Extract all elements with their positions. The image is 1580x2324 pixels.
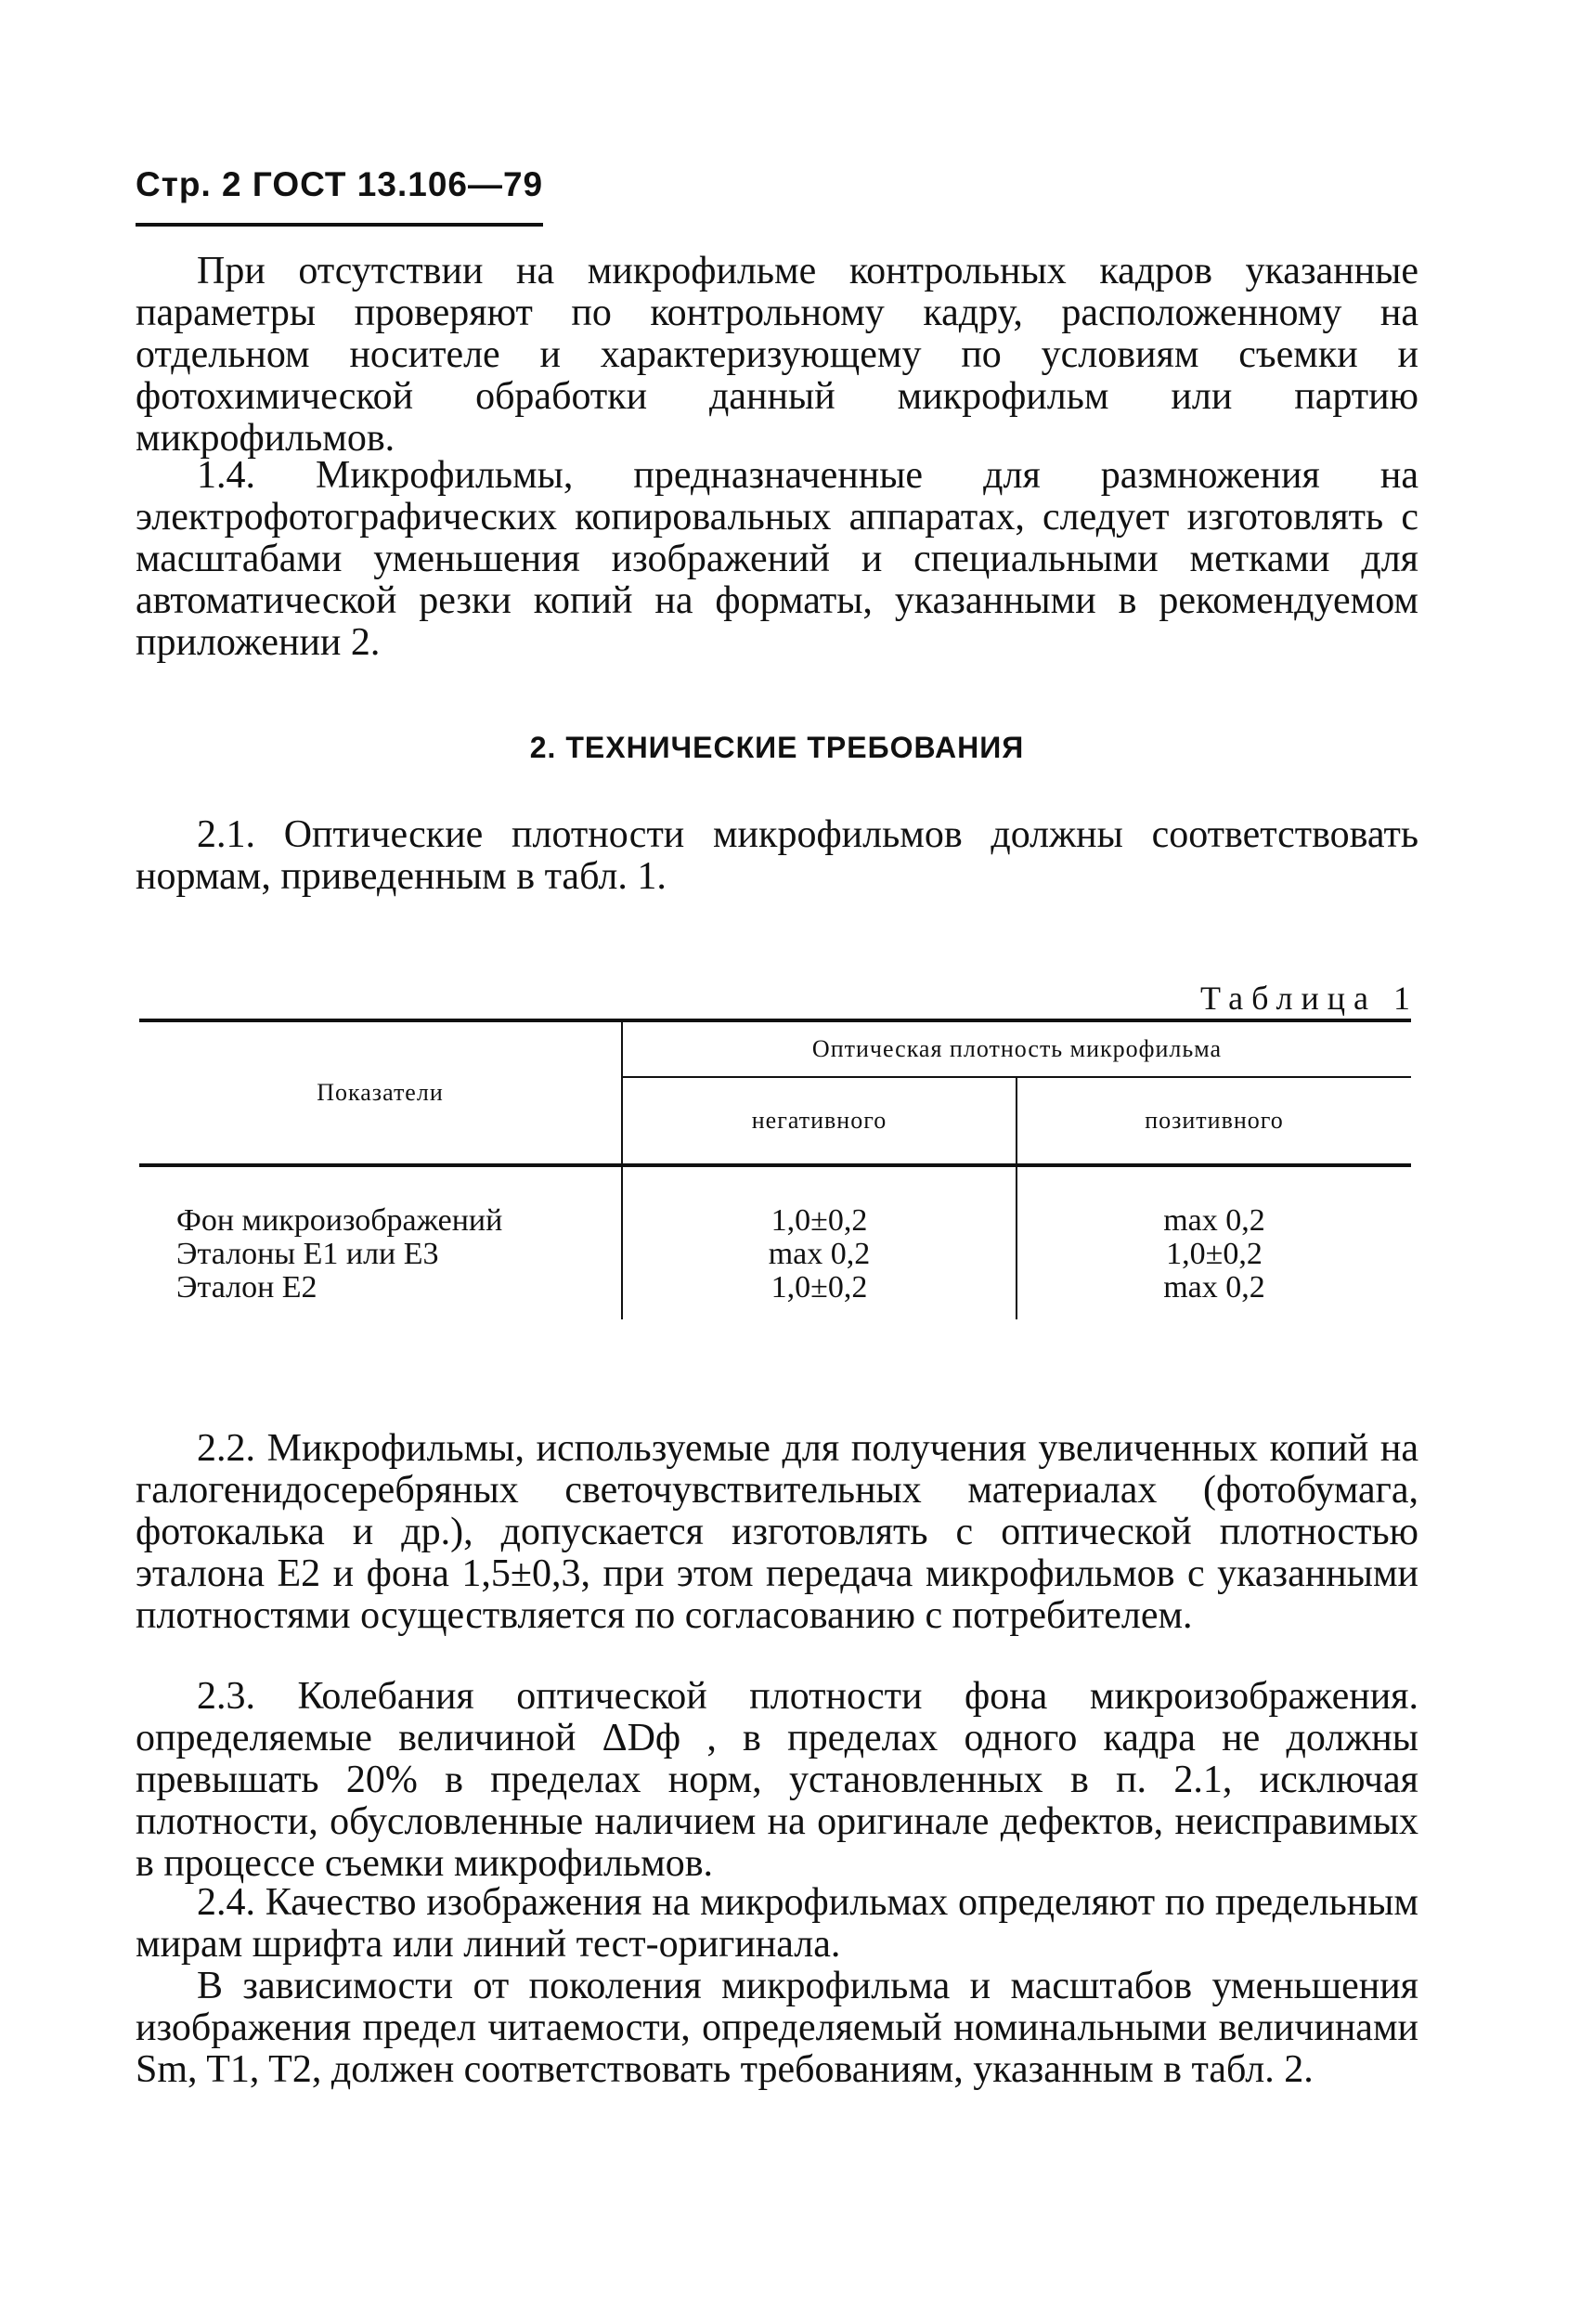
paragraph-readability: В зависимости от поколения микрофильма и масштабов уменьшения изображения предел читаемости, определяемый номинальными величинами Sm, T1, T2, должен соответствовать требованиям, указанным в табл. 2.	[136, 1965, 1418, 2091]
paragraph-2-2: 2.2. Микрофильмы, используемые для получения увеличенных копий на галогенидосеребряных светочувствительных материалах (фотобумага, фотокалька и др.), допускается изготовлять с оптической плотностью эталона Е2 и фона 1,5±0,3, при этом передача микрофильмов с указанными плотностями осуществляется по согласованию с потребителем.	[136, 1427, 1418, 1637]
row-name: Эталон Е2	[176, 1270, 317, 1305]
page-header: Стр. 2 ГОСТ 13.106—79	[136, 165, 543, 227]
header-negative: негативного	[622, 1077, 1017, 1165]
row-name: Эталоны Е1 или Е3	[176, 1237, 439, 1271]
negative-value: max 0,2	[768, 1237, 871, 1271]
row-name: Фон микроизображений	[176, 1203, 503, 1238]
paragraph-2-4: 2.4. Качество изображения на микрофильмах определяют по предельным мирам шрифта или линий тест-оригинала.	[136, 1881, 1418, 1966]
paragraph-1-4: 1.4. Микрофильмы, предназначенные для размножения на электрофотографических копировальных аппаратах, следует изготовлять с масштабами уменьшения изображений и специальными метками для автоматической резки копий на форматы, указанными в рекомендуемом приложении 2.	[136, 454, 1418, 664]
header-optical-density: Оптическая плотность микрофильма	[622, 1020, 1411, 1077]
negative-values-cell	[622, 1165, 1017, 1319]
paragraph-2-3: 2.3. Колебания оптической плотности фона микроизображения. определяемые величиной ΔDф , в пределах одного кадра не должны превышать 20% в пределах норм, установленных в п. 2.1, исключая плотности, обусловленные наличием на оригинале дефектов, неисправимых в процессе съемки микрофильмов.	[136, 1675, 1418, 1885]
positive-value: 1,0±0,2	[1166, 1237, 1263, 1271]
positive-value: max 0,2	[1163, 1203, 1265, 1238]
paragraph-2-1: 2.1. Оптические плотности микрофильмов должны соответствовать нормам, приведенным в табл. 1.	[136, 813, 1418, 898]
positive-values-cell	[1017, 1165, 1411, 1319]
section-title: 2. ТЕХНИЧЕСКИЕ ТРЕБОВАНИЯ	[529, 731, 1025, 764]
positive-value: max 0,2	[1163, 1270, 1265, 1305]
optical-density-table	[139, 1019, 1411, 1319]
header-indicator: Показатели	[139, 1020, 622, 1165]
table-caption: Таблица 1	[1200, 980, 1418, 1017]
table-row	[139, 1165, 1411, 1319]
negative-value: 1,0±0,2	[771, 1270, 868, 1305]
header-positive: позитивного	[1017, 1077, 1411, 1165]
paragraph-control-frames: При отсутствии на микрофильме контрольных кадров указанные параметры проверяют по контрольному кадру, расположенному на отдельном носителе и характеризующему по условиям съемки и фотохимической обработки данный микрофильм или партию микрофильмов.	[136, 250, 1418, 460]
negative-value: 1,0±0,2	[771, 1203, 868, 1238]
row-names-cell	[139, 1165, 622, 1319]
